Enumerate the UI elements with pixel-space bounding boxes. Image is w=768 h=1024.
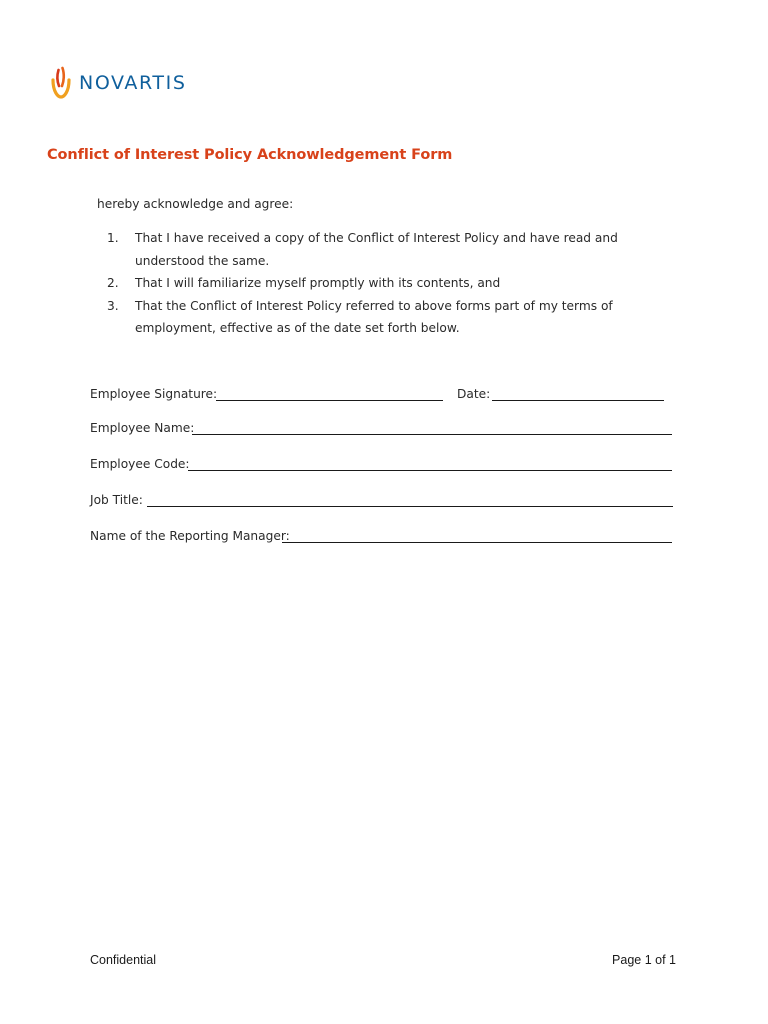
list-item-text: That the Conflict of Interest Policy referred to above forms part of my terms of employment, effective as of the date set forth below. bbox=[135, 298, 613, 335]
reporting-manager-label: Name of the Reporting Manager: bbox=[90, 529, 290, 543]
list-item-text: That I have received a copy of the Conflict of Interest Policy and have read and understood the same. bbox=[135, 231, 618, 268]
flame-icon bbox=[50, 66, 72, 100]
footer-page-number: Page 1 of 1 bbox=[612, 953, 676, 967]
list-item bbox=[107, 227, 687, 272]
list-item-number: 3. bbox=[107, 298, 119, 313]
date-label: Date: bbox=[457, 387, 491, 401]
footer-confidential: Confidential bbox=[90, 953, 157, 967]
form-title: Conflict of Interest Policy Acknowledgement Form bbox=[47, 147, 453, 163]
brand-name: NOVARTIS bbox=[79, 72, 187, 94]
list-item bbox=[107, 295, 687, 340]
employee-name-label: Employee Name: bbox=[90, 421, 195, 435]
acknowledgement-list bbox=[107, 227, 687, 340]
employee-signature-line[interactable] bbox=[216, 400, 443, 401]
intro-text: hereby acknowledge and agree: bbox=[97, 197, 294, 211]
date-line[interactable] bbox=[492, 400, 664, 401]
reporting-manager-line[interactable] bbox=[282, 542, 672, 543]
list-item bbox=[107, 272, 687, 295]
employee-code-line[interactable] bbox=[188, 470, 672, 471]
employee-name-line[interactable] bbox=[192, 434, 672, 435]
list-item-number: 2. bbox=[107, 276, 119, 290]
job-title-label: Job Title: bbox=[90, 493, 143, 507]
list-item-text: That I will familiarize myself promptly with its contents, and bbox=[135, 276, 501, 290]
employee-code-label: Employee Code: bbox=[90, 457, 190, 471]
job-title-line[interactable] bbox=[147, 506, 673, 507]
novartis-logo bbox=[50, 66, 187, 100]
employee-signature-label: Employee Signature: bbox=[90, 387, 218, 401]
list-item-number: 1. bbox=[107, 231, 119, 245]
